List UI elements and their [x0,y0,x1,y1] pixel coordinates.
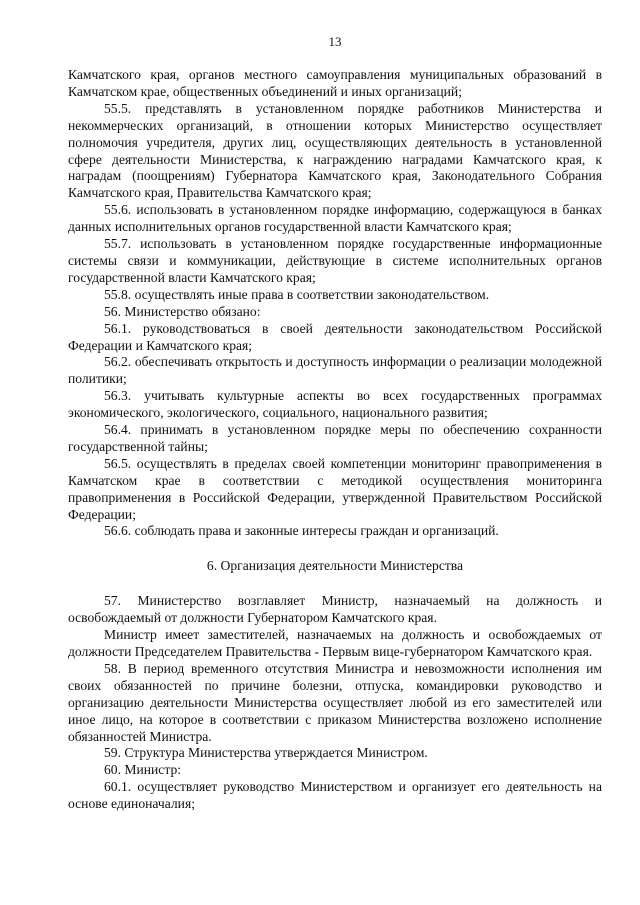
paragraph: 59. Структура Министерства утверждается Министром. [104,745,428,761]
paragraphs-before-section [68,67,602,540]
paragraph: 56.1. руководствоваться в своей деятельности законодательством Российской Федерации и Камчатского края; [68,320,602,353]
paragraph: 56.2. обеспечивать открытость и доступность информации о реализации молодежной политики; [68,354,602,387]
section-heading: 6. Организация деятельности Министерства [206,558,464,574]
paragraph: 55.8. осуществлять иные права в соответствии законодательством. [104,286,490,302]
paragraphs-after-section [68,593,602,813]
paragraph: 56.3. учитывать культурные аспекты во всех государственных программах экономического, экологического, социального, национального развития; [68,388,602,421]
paragraph: 56. Министерство обязано: [104,303,261,319]
paragraph: 55.6. использовать в установленном порядке информацию, содержащуюся в банках данных исполнительных органов государственной власти Камчатского края; [68,202,602,235]
paragraph: 57. Министерство возглавляет Министр, назначаемый на должность и освобождаемый от должности Губернатором Камчатского края. [68,593,602,626]
paragraph: 58. В период временного отсутствия Министра и невозможности исполнения им своих обязанностей по причине болезни, отпуска, командировки руководство и организацию деятельности Министерства осуществляет любой из его заместителей или иное лицо, на которое в соответствии с приказом Министерства возложено исполнение обязанностей Министра. [68,660,602,744]
paragraph: 60. Министр: [104,762,182,778]
paragraph: 55.7. использовать в установленном порядке государственные информационные системы связи и коммуникации, действующие в системе исполнительных органов государственной власти Камчатского края; [68,236,602,285]
paragraph: 55.5. представлять в установленном порядке работников Министерства и некоммерческих организаций, в отношении которых Министерство осуществляет полномочия учредителя, других лиц, осуществляющих деятельность в установленной сфере деятельности Министерства, к награждению наградами Камчатского края, к наградам (поощрениям) Губернатора Камчатского края, Законодательного Собрания Камчатского края, Правительства Камчатского края; [68,100,602,201]
paragraph: Камчатского края, органов местного самоуправления муниципальных образований в Камчатском крае, общественных объединений и иных организаций; [68,67,602,99]
paragraph: 56.4. принимать в установленном порядке меры по обеспечению сохранности государственной тайны; [68,422,602,454]
paragraph: 56.5. осуществлять в пределах своей компетенции мониторинг правоприменения в Камчатском крае в соответствии с методикой осуществления мониторинга правоприменения в Российской Федерации, утвержденной Правительством Российской Федерации; [68,455,602,522]
paragraph: 56.6. соблюдать права и законные интересы граждан и организаций. [104,523,499,539]
paragraph: Министр имеет заместителей, назначаемых на должность и освобождаемых от должности Председателем Правительства - Первым вице-губернатором Камчатского края. [68,627,602,659]
page-number: 13 [328,34,342,49]
document-page [68,34,602,894]
paragraph: 60.1. осуществляет руководство Министерством и организует его деятельность на основе единоначалия; [68,779,602,812]
